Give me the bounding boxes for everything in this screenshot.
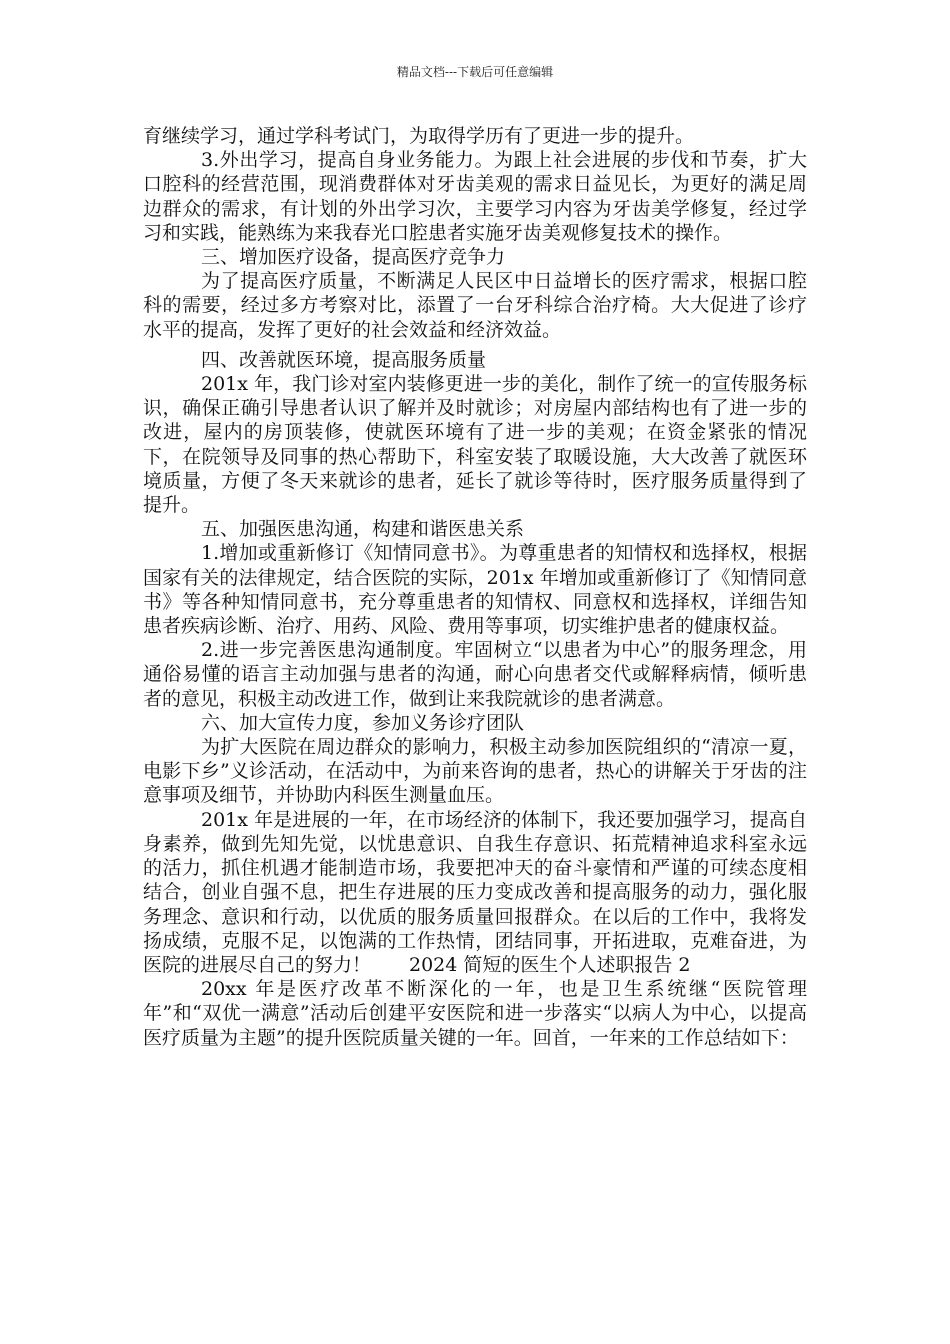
paragraph: 20xx 年是医疗改革不断深化的一年，也是卫生系统继“医院管理年”和“双优一满意”活动后创建平安医院和进一步落实“以病人为中心，以提高医疗质量为主题”的提升医院质量关键的一年。回首，一年来的工作总结如下：: [143, 978, 807, 1049]
paragraph: 为扩大医院在周边群众的影响力，积极主动参加医院组织的“清凉一夏，电影下乡”义诊活动，在活动中，为前来咨询的患者，热心的讲解关于牙齿的注意事项及细节，并协助内科医生测量血压。: [143, 736, 807, 807]
page-header: 精品文档---下载后可任意编辑: [396, 65, 554, 79]
paragraph: 1.增加或重新修订《知情同意书》。为尊重患者的知情权和选择权，根据国家有关的法律规定，结合医院的实际，201x 年增加或重新修订了《知情同意书》等各种知情同意书，充分尊重患者的知情权、同意权和选择权，详细告知患者疾病诊断、治疗、用药、风险、费用等事项，切实维护患者的健康权益。: [143, 542, 807, 638]
document-body: [143, 124, 807, 1050]
paragraph: 育继续学习，通过学科考试门，为取得学历有了更进一步的提升。: [143, 125, 695, 147]
paragraph: 3.外出学习，提高自身业务能力。为跟上社会进展的步伐和节奏，扩大口腔科的经营范围，现消费群体对牙齿美观的需求日益见长，为更好的满足周边群众的需求，有计划的外出学习次，主要学习内容为牙齿美学修复，经过学习和实践，能熟练为来我春光口腔患者实施牙齿美观修复技术的操作。: [143, 149, 807, 244]
section-heading: 六、加大宣传力度，参加义务诊疗团队: [201, 711, 525, 734]
paragraph: 201x 年，我门诊对室内装修更进一步的美化，制作了统一的宣传服务标识，确保正确引导患者认识了解并及时就诊；对房屋内部结构也有了进一步的改进，屋内的房顶装修，使就医环境有了进一步的美观；在资金紧张的情况下，在院领导及同事的热心帮助下，科室安装了取暖设施，大大改善了就医环境质量，方便了冬天来就诊的患者，延长了就诊等待时，医疗服务质量得到了提升。: [143, 373, 807, 517]
section-heading: 三、增加医疗设备，提高医疗竞争力: [201, 246, 506, 269]
paragraph: 201x 年是进展的一年，在市场经济的体制下，我还要加强学习，提高自身素养，做到先知先觉，以忧患意识、自我生存意识、拓荒精神追求科室永远的活力，抓住机遇才能制造市场，我要把冲天的奋斗豪情和严谨的可续态度相结合，创业自强不息，把生存进展的压力变成改善和提高服务的动力，强化服务理念、意识和行动，以优质的服务质量回报群众。在以后的工作中，我将发扬成绩，克服不足，以饱满的工作热情，团结同事，开拓进取，克难奋进，为医院的进展尽自己的努力！ 2024 简短的医生个人述职报告 2: [143, 808, 807, 976]
paragraph: 为了提高医疗质量，不断满足人民区中日益增长的医疗需求，根据口腔科的需要，经过多方考察对比，添置了一台牙科综合治疗椅。大大促进了诊疗水平的提高，发挥了更好的社会效益和经济效益。: [143, 270, 807, 341]
paragraph: 2.进一步完善医患沟通制度。牢固树立“以患者为中心”的服务理念，用通俗易懂的语言主动加强与患者的沟通，耐心向患者交代或解释病情，倾听患者的意见，积极主动改进工作，做到让来我院就诊的患者满意。: [143, 639, 807, 710]
section-heading: 五、加强医患沟通，构建和谐医患关系: [201, 518, 525, 541]
section-heading: 四、改善就医环境，提高服务质量: [201, 348, 487, 371]
